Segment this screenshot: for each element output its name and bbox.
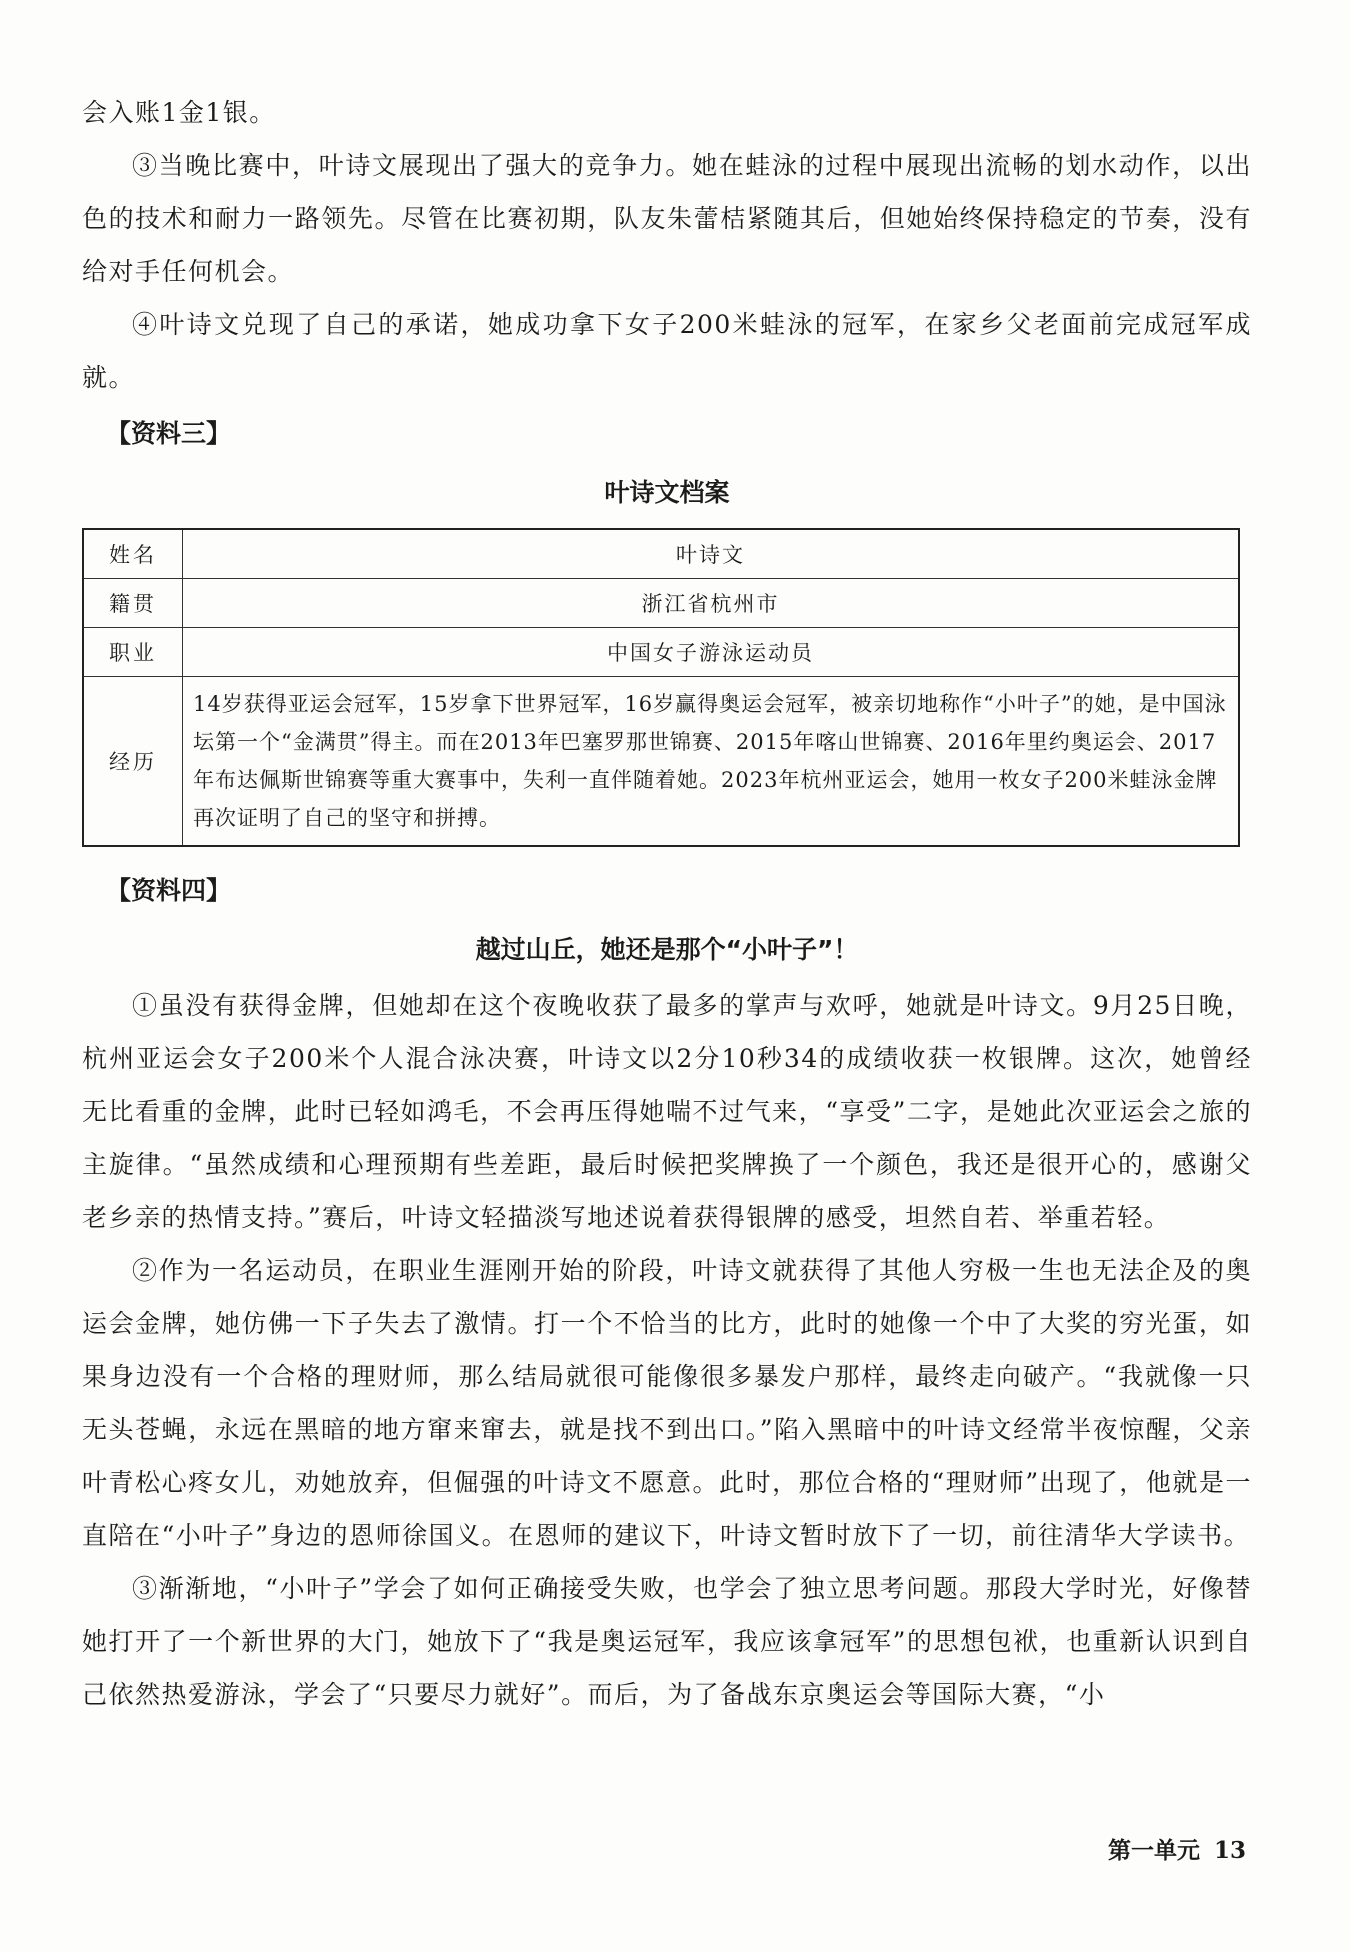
unit-label: 第一单元 bbox=[1107, 1838, 1200, 1864]
profile-table bbox=[82, 528, 1240, 847]
row-value: 14岁获得亚运会冠军，15岁拿下世界冠军，16岁赢得奥运会冠军，被亲切地称作“小叶子”的她，是中国泳坛第一个“金满贯”得主。而在2013年巴塞罗那世锦赛、2015年喀山世锦赛、2016年里约奥运会、2017年布达佩斯世锦赛等重大赛事中，失利一直伴随着她。2023年杭州亚运会，她用一枚女子200米蛙泳金牌再次证明了自己的坚守和拼搏。 bbox=[183, 677, 1240, 847]
row-value: 浙江省杭州市 bbox=[183, 579, 1240, 628]
row-key: 姓名 bbox=[83, 529, 183, 579]
row-value: 叶诗文 bbox=[183, 529, 1240, 579]
page-footer bbox=[1108, 1832, 1246, 1865]
table-row bbox=[83, 579, 1239, 628]
row-key: 籍贯 bbox=[83, 579, 183, 628]
paragraph: ③当晚比赛中，叶诗文展现出了强大的竞争力。她在蛙泳的过程中展现出流畅的划水动作，以出色的技术和耐力一路领先。尽管在比赛初期，队友朱蕾桔紧随其后，但她始终保持稳定的节奏，没有给对手任何机会。 bbox=[82, 151, 1252, 286]
paragraph: ①虽没有获得金牌，但她却在这个夜晚收获了最多的掌声与欢呼，她就是叶诗文。9月25日晚，杭州亚运会女子200米个人混合泳决赛，叶诗文以2分10秒34的成绩收获一枚银牌。这次，她曾经无比看重的金牌，此时已轻如鸿毛，不会再压得她喘不过气来，“享受”二字，是她此次亚运会之旅的主旋律。“虽然成绩和心理预期有些差距，最后时候把奖牌换了一个颜色，我还是很开心的，感谢父老乡亲的热情支持。”赛后，叶诗文轻描淡写地述说着获得银牌的感受，坦然自若、举重若轻。 bbox=[82, 991, 1252, 1232]
paragraph: ④叶诗文兑现了自己的承诺，她成功拿下女子200米蛙泳的冠军，在家乡父老面前完成冠军成就。 bbox=[82, 310, 1252, 392]
table-row bbox=[83, 529, 1239, 579]
row-key: 经历 bbox=[83, 677, 183, 847]
row-value: 中国女子游泳运动员 bbox=[183, 628, 1240, 677]
page-number: 13 bbox=[1213, 1837, 1246, 1864]
section-label-4: 【资料四】 bbox=[106, 876, 232, 905]
paragraph: 会入账1金1银。 bbox=[82, 98, 276, 127]
article-title: 越过山丘，她还是那个“小叶子”！ bbox=[475, 935, 859, 964]
profile-title: 叶诗文档案 bbox=[604, 478, 730, 507]
paragraph: ②作为一名运动员，在职业生涯刚开始的阶段，叶诗文就获得了其他人穷极一生也无法企及的奥运会金牌，她仿佛一下子失去了激情。打一个不恰当的比方，此时的她像一个中了大奖的穷光蛋，如果身边没有一个合格的理财师，那么结局就很可能像很多暴发户那样，最终走向破产。“我就像一只无头苍蝇，永远在黑暗的地方窜来窜去，就是找不到出口。”陷入黑暗中的叶诗文经常半夜惊醒，父亲叶青松心疼女儿，劝她放弃，但倔强的叶诗文不愿意。此时，那位合格的“理财师”出现了，他就是一直陪在“小叶子”身边的恩师徐国义。在恩师的建议下，叶诗文暂时放下了一切，前往清华大学读书。 bbox=[82, 1256, 1252, 1550]
page-content bbox=[82, 86, 1252, 1721]
table-row bbox=[83, 677, 1239, 847]
paragraph: ③渐渐地，“小叶子”学会了如何正确接受失败，也学会了独立思考问题。那段大学时光，好像替她打开了一个新世界的大门，她放下了“我是奥运冠军，我应该拿冠军”的思想包袱，也重新认识到自己依然热爱游泳，学会了“只要尽力就好”。而后，为了备战东京奥运会等国际大赛，“小 bbox=[82, 1574, 1252, 1709]
section-label-3: 【资料三】 bbox=[106, 419, 232, 448]
table-row bbox=[83, 628, 1239, 677]
row-key: 职业 bbox=[83, 628, 183, 677]
